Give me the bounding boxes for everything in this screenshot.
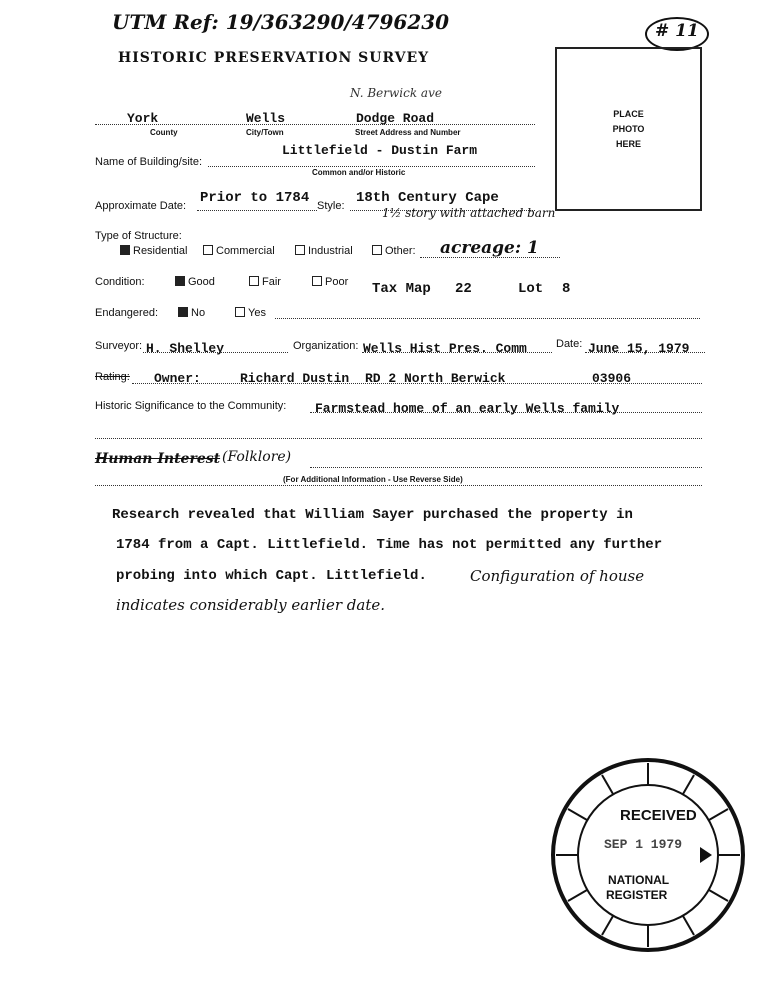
photo-line-1: PLACE <box>613 109 644 119</box>
endangered-no[interactable] <box>178 307 205 319</box>
research-line-3b: Configuration of house <box>470 567 645 585</box>
page-title: HISTORIC PRESERVATION SURVEY <box>118 50 430 66</box>
research-line-1: Research revealed that William Sayer purchased the property in <box>112 507 633 523</box>
other-label: Other: <box>385 245 416 257</box>
stamp-register: REGISTER <box>606 888 668 902</box>
date-label: Approximate Date: <box>95 200 187 212</box>
owner-name: Richard Dustin <box>240 371 350 386</box>
surveyor-label: Surveyor: <box>95 340 143 352</box>
surveyor-value: H. Shelley <box>146 341 225 356</box>
fair-checkbox[interactable] <box>249 276 259 286</box>
date-value: Prior to 1784 <box>200 190 310 206</box>
stamp-rings <box>548 755 748 955</box>
industrial-label: Industrial <box>308 245 353 257</box>
endangered-yes[interactable] <box>235 307 266 319</box>
building-label: Name of Building/site: <box>95 156 202 168</box>
tax-map-label: Tax Map <box>372 281 431 297</box>
style-note: 1½ story with attached barn <box>382 206 556 220</box>
human-interest-note: (Folklore) <box>222 449 292 465</box>
county-value: York <box>127 111 159 126</box>
additional-info-note: (For Additional Information - Use Reverse Side) <box>283 475 463 484</box>
research-line-3a: probing into which Capt. Littlefield. <box>116 568 427 584</box>
condition-fair[interactable] <box>249 276 281 288</box>
yes-label: Yes <box>248 307 266 319</box>
structure-residential[interactable] <box>120 245 187 257</box>
date-surveyed-label: Date: <box>556 338 583 350</box>
city-caption: City/Town <box>246 128 284 137</box>
residential-label: Residential <box>133 245 188 257</box>
stamp-received: RECEIVED <box>620 807 697 824</box>
lot-value: 8 <box>562 281 571 297</box>
photo-line-2: PHOTO <box>612 124 645 134</box>
owner-zip: 03906 <box>592 371 632 386</box>
building-caption: Common and/or Historic <box>312 168 406 177</box>
tax-map-value: 22 <box>455 281 472 297</box>
poor-label: Poor <box>325 276 349 288</box>
poor-checkbox[interactable] <box>312 276 322 286</box>
significance-value: Farmstead home of an early Wells family <box>315 401 620 416</box>
commercial-checkbox[interactable] <box>203 245 213 255</box>
lot-label: Lot <box>518 281 544 297</box>
other-checkbox[interactable] <box>372 245 382 255</box>
survey-number-circle <box>645 17 709 51</box>
good-checkbox[interactable] <box>175 276 185 286</box>
date-surveyed-value: June 15, 1979 <box>588 341 690 356</box>
commercial-label: Commercial <box>216 245 275 257</box>
building-name: Littlefield - Dustin Farm <box>282 143 478 158</box>
significance-label: Historic Significance to the Community: <box>95 400 287 412</box>
survey-number: # 11 <box>655 21 699 41</box>
rating-label: Rating: <box>95 371 130 383</box>
condition-good[interactable] <box>175 276 215 288</box>
research-line-4: indicates considerably earlier date. <box>116 596 386 614</box>
structure-other[interactable] <box>372 245 416 257</box>
fair-label: Fair <box>262 276 281 288</box>
endangered-label: Endangered: <box>95 307 158 319</box>
photo-line-3: HERE <box>615 139 641 149</box>
research-line-2: 1784 from a Capt. Littlefield. Time has not permitted any further <box>116 537 663 553</box>
owner-address: RD 2 North Berwick <box>365 371 506 386</box>
other-value: acreage: 1 <box>440 238 539 258</box>
stamp-date: SEP 1 1979 <box>604 837 683 852</box>
condition-poor[interactable] <box>312 276 348 288</box>
style-label: Style: <box>317 200 345 212</box>
human-interest-label: Human Interest <box>95 451 221 467</box>
industrial-checkbox[interactable] <box>295 245 305 255</box>
organization-value: Wells Hist Pres. Comm <box>363 341 527 356</box>
received-stamp <box>548 755 748 955</box>
condition-label: Condition: <box>95 276 145 288</box>
style-value: 18th Century Cape <box>356 190 499 206</box>
no-checkbox[interactable] <box>178 307 188 317</box>
street-value: Dodge Road <box>356 111 435 126</box>
stamp-national: NATIONAL <box>608 873 670 887</box>
county-caption: County <box>150 128 178 137</box>
owner-label: Owner: <box>154 371 201 386</box>
no-label: No <box>191 307 206 319</box>
city-value: Wells <box>246 111 286 126</box>
organization-label: Organization: <box>293 340 359 352</box>
utm-reference: UTM Ref: 19/363290/4796230 <box>112 10 450 34</box>
good-label: Good <box>188 276 215 288</box>
handwritten-annotation: N. Berwick ave <box>350 86 442 100</box>
street-caption: Street Address and Number <box>355 128 461 137</box>
yes-checkbox[interactable] <box>235 307 245 317</box>
photo-placeholder <box>555 47 702 211</box>
structure-commercial[interactable] <box>203 245 275 257</box>
residential-checkbox[interactable] <box>120 245 130 255</box>
structure-label: Type of Structure: <box>95 230 182 242</box>
structure-industrial[interactable] <box>295 245 353 257</box>
